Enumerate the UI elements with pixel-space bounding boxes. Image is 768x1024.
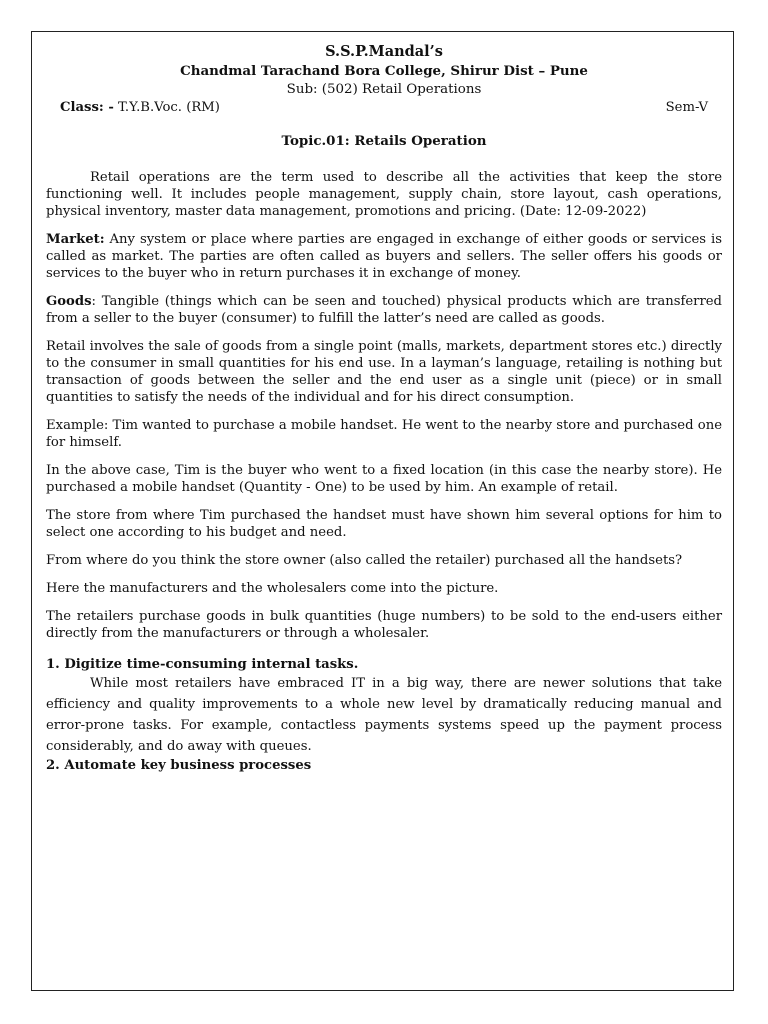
paragraph-above-case: In the above case, Tim is the buyer who went to a fixed location (in this case the nearby store). He purchased a mobile handset (Quantity - One) to be used by him. An example of retail. — [46, 463, 722, 495]
paragraph-intro: Retail operations are the term used to describe all the activities that keep the store functioning well. It includes people management, supply chain, store layout, cash operations, physical inventory, master data management, promotions and pricing. (Date: 12-09-2022) — [46, 170, 722, 219]
topic-title: Topic.01: Retails Operation — [281, 133, 487, 149]
paragraph-example: Example: Tim wanted to purchase a mobile handset. He went to the nearby store and purchased one for himself. — [46, 418, 722, 450]
paragraph-market — [46, 231, 722, 282]
paragraph-goods — [46, 293, 722, 327]
class-info — [60, 99, 220, 116]
goods-definition: : Tangible (things which can be seen and touched) physical products which are transferred from a seller to the buyer (consumer) to fulfill the latter’s need are called as goods. — [46, 294, 722, 326]
paragraph-retail: Retail involves the sale of goods from a single point (malls, markets, department stores etc.) directly to the consumer in small quantities for his end use. In a layman’s language, retailing is nothing but transaction of goods between the seller and the end user as a single unit (piece) or in small quantities to satisfy the needs of the individual and for his direct consumption. — [46, 339, 722, 405]
college-name: Chandmal Tarachand Bora College, Shirur Dist – Pune — [180, 63, 588, 79]
section-heading: 2. Automate key business processes — [46, 758, 312, 773]
class-value: T.Y.B.Voc. (RM) — [118, 100, 220, 115]
paragraph-manufacturers: Here the manufacturers and the wholesalers come into the picture. — [46, 581, 499, 596]
paragraph-bulk: The retailers purchase goods in bulk quantities (huge numbers) to be sold to the end-users either directly from the manufacturers or through a wholesaler. — [46, 609, 722, 641]
class-row — [46, 99, 722, 116]
semester: Sem-V — [665, 100, 708, 115]
document-body — [46, 42, 722, 774]
paragraph-question: From where do you think the store owner (also called the retailer) purchased all the handsets? — [46, 553, 683, 568]
paragraph-store: The store from where Tim purchased the handset must have shown him several options for him to select one according to his budget and need. — [46, 508, 722, 540]
market-definition: Any system or place where parties are engaged in exchange of either goods or services is called as market. The parties are often called as buyers and sellers. The seller offers his goods or services to the buyer who in return purchases it in exchange of money. — [46, 232, 722, 281]
section-body: While most retailers have embraced IT in a big way, there are newer solutions that take efficiency and quality improvements to a whole new level by dramatically reducing manual and error-prone tasks. For example, contactless payments systems speed up the payment process considerably, and do away with queues. — [46, 676, 722, 754]
class-label: Class: - — [60, 100, 114, 115]
subject-line: Sub: (502) Retail Operations — [286, 82, 482, 97]
org-name: S.S.P.Mandal’s — [325, 43, 443, 60]
market-term: Market: — [46, 232, 105, 247]
section-heading: 1. Digitize time-consuming internal tasks. — [46, 657, 359, 672]
goods-term: Goods — [46, 294, 92, 309]
